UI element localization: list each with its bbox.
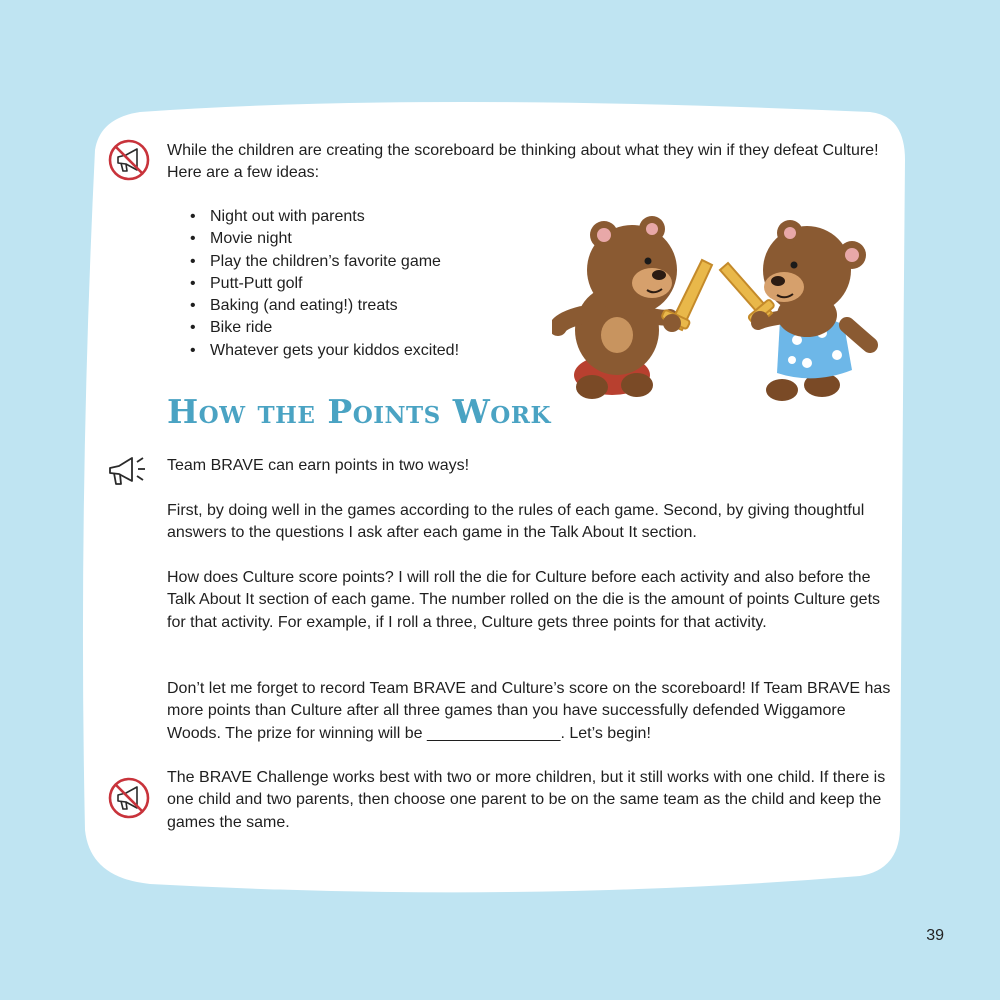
list-item: • Whatever gets your kiddos excited! — [190, 340, 459, 362]
scoreboard-paragraph: Don’t let me forget to record Team BRAVE and Culture’s score on the scoreboard! If Team BRAVE has more points than Culture after all three games than you have successfully defended Wiggamore Woods. The prize for winning will be _______________. Let’s begin! — [167, 680, 891, 742]
no-megaphone-icon — [107, 776, 151, 820]
megaphone-icon — [104, 448, 148, 492]
list-item: • Putt-Putt golf — [190, 273, 459, 295]
bear-right — [720, 220, 870, 401]
list-item: • Play the children’s favorite game — [190, 251, 459, 273]
list-item: • Movie night — [190, 228, 459, 250]
no-megaphone-icon — [107, 138, 151, 182]
bear-left — [558, 216, 712, 399]
points-intro-paragraph: Team BRAVE can earn points in two ways! — [167, 457, 470, 474]
team-size-paragraph: The BRAVE Challenge works best with two or more children, but it still works with one child. If there is one child and two parents, then choose one parent to be on the same team as the child and keep the games the same. — [167, 769, 886, 831]
prize-ideas-list — [190, 206, 459, 362]
section-heading: How the Points Work — [167, 392, 551, 431]
culture-scoring-paragraph: How does Culture score points? I will roll the die for Culture before each activity and also before the Talk About It section of each game. The number rolled on the die is the amount of points Culture gets for that activity. For example, if I roll a three, Culture gets three points for that activity. — [167, 569, 881, 631]
intro-paragraph: While the children are creating the scoreboard be thinking about what they win if they defeat Culture! Here are a few ideas: — [167, 142, 879, 182]
list-item: • Night out with parents — [190, 206, 459, 228]
page-number: 39 — [926, 927, 944, 944]
bears-sword-fight-illustration — [552, 215, 887, 405]
points-ways-paragraph: First, by doing well in the games according to the rules of each game. Second, by giving thoughtful answers to the questions I ask after each game in the Talk About It section. — [167, 502, 865, 542]
list-item: • Bike ride — [190, 317, 459, 339]
list-item: • Baking (and eating!) treats — [190, 295, 459, 317]
